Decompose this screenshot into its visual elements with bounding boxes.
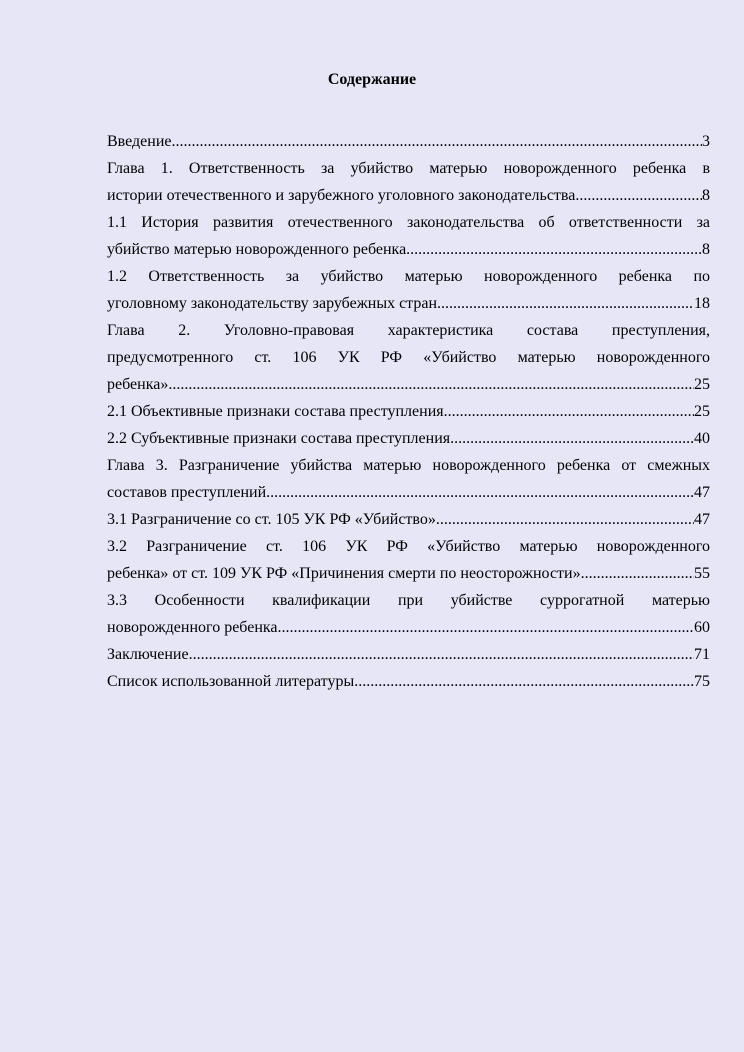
toc-line xyxy=(107,398,710,425)
toc-entry-section-2-2[interactable] xyxy=(107,425,710,452)
toc-entry-chapter-2[interactable] xyxy=(107,317,710,398)
table-of-contents xyxy=(107,128,710,695)
toc-entry-title: Введение xyxy=(107,133,172,150)
toc-entry-chapter-1[interactable] xyxy=(107,155,710,209)
dot-leader xyxy=(406,236,702,263)
dot-leader xyxy=(266,479,694,506)
toc-page-number: 55 xyxy=(694,565,710,582)
toc-entry-title: истории отечественного и зарубежного уголовного законодательства xyxy=(107,187,576,204)
toc-line: 1.2 Ответственность за убийство матерью новорожденного ребенка по xyxy=(107,268,710,285)
page-title: Содержание xyxy=(327,71,417,88)
dot-leader xyxy=(450,425,694,452)
toc-entry-title: Заключение xyxy=(107,646,189,663)
toc-line xyxy=(107,560,710,587)
toc-entry-section-3-2[interactable] xyxy=(107,533,710,587)
toc-page-number: 71 xyxy=(694,646,710,663)
toc-line xyxy=(107,371,710,398)
toc-line: 1.1 История развития отечественного законодательства об ответственности за xyxy=(107,214,710,231)
toc-entry-title: 3.1 Разграничение со ст. 105 УК РФ «Убийство» xyxy=(107,511,436,528)
toc-page-number: 75 xyxy=(694,673,710,690)
toc-line xyxy=(107,614,710,641)
toc-page-number: 25 xyxy=(694,403,710,420)
dot-leader xyxy=(436,506,694,533)
toc-line: Глава 1. Ответственность за убийство матерью новорожденного ребенка в xyxy=(107,160,710,177)
toc-line: 3.3 Особенности квалификации при убийстве суррогатной матерью xyxy=(107,592,710,609)
toc-page-number: 3 xyxy=(702,133,710,150)
toc-entry-title: 2.2 Субъективные признаки состава преступления xyxy=(107,430,451,447)
toc-entry-section-1-1[interactable] xyxy=(107,209,710,263)
toc-line xyxy=(107,128,710,155)
toc-page-number: 18 xyxy=(694,295,710,312)
toc-page-number: 8 xyxy=(702,187,710,204)
toc-entry-section-3-3[interactable] xyxy=(107,587,710,641)
toc-line xyxy=(107,182,710,209)
toc-line xyxy=(107,290,710,317)
toc-entry-title: Список использованной литературы xyxy=(107,673,355,690)
dot-leader xyxy=(354,668,694,695)
toc-entry-title: ребенка» xyxy=(107,376,169,393)
toc-entry-title: новорожденного ребенка xyxy=(107,619,278,636)
toc-line: 3.2 Разграничение ст. 106 УК РФ «Убийство матерью новорожденного xyxy=(107,538,710,555)
dot-leader xyxy=(437,290,694,317)
toc-entry-section-3-1[interactable] xyxy=(107,506,710,533)
toc-line xyxy=(107,236,710,263)
toc-line: Глава 2. Уголовно-правовая характеристика состава преступления, xyxy=(107,322,710,339)
toc-entry-conclusion[interactable] xyxy=(107,641,710,668)
dot-leader xyxy=(189,641,694,668)
toc-entry-title: составов преступлений xyxy=(107,484,267,501)
toc-page-number: 40 xyxy=(694,430,710,447)
toc-entry-title: 2.1 Объективные признаки состава преступления xyxy=(107,403,444,420)
toc-entry-title: ребенка» от ст. 109 УК РФ «Причинения смерти по неосторожности» xyxy=(107,565,581,582)
toc-page-number: 47 xyxy=(694,511,710,528)
toc-line: Глава 3. Разграничение убийства матерью новорожденного ребенка от смежных xyxy=(107,457,710,474)
toc-line xyxy=(107,506,710,533)
toc-line xyxy=(107,641,710,668)
toc-line xyxy=(107,479,710,506)
toc-page-number: 25 xyxy=(694,376,710,393)
dot-leader xyxy=(581,560,694,587)
toc-page-number: 47 xyxy=(694,484,710,501)
toc-entry-section-1-2[interactable] xyxy=(107,263,710,317)
dot-leader xyxy=(278,614,694,641)
toc-entry-introduction[interactable] xyxy=(107,128,710,155)
toc-entry-title: уголовному законодательству зарубежных стран xyxy=(107,295,438,312)
dot-leader xyxy=(168,371,694,398)
toc-line xyxy=(107,425,710,452)
toc-page-number: 60 xyxy=(694,619,710,636)
toc-entry-bibliography[interactable] xyxy=(107,668,710,695)
toc-entry-section-2-1[interactable] xyxy=(107,398,710,425)
toc-entry-chapter-3[interactable] xyxy=(107,452,710,506)
toc-entry-title: убийство матерью новорожденного ребенка xyxy=(107,241,407,258)
toc-line: предусмотренного ст. 106 УК РФ «Убийство матерью новорожденного xyxy=(107,349,710,366)
dot-leader xyxy=(444,398,694,425)
dot-leader xyxy=(575,182,702,209)
dot-leader xyxy=(172,128,703,155)
toc-page-number: 8 xyxy=(702,241,710,258)
toc-line xyxy=(107,668,710,695)
